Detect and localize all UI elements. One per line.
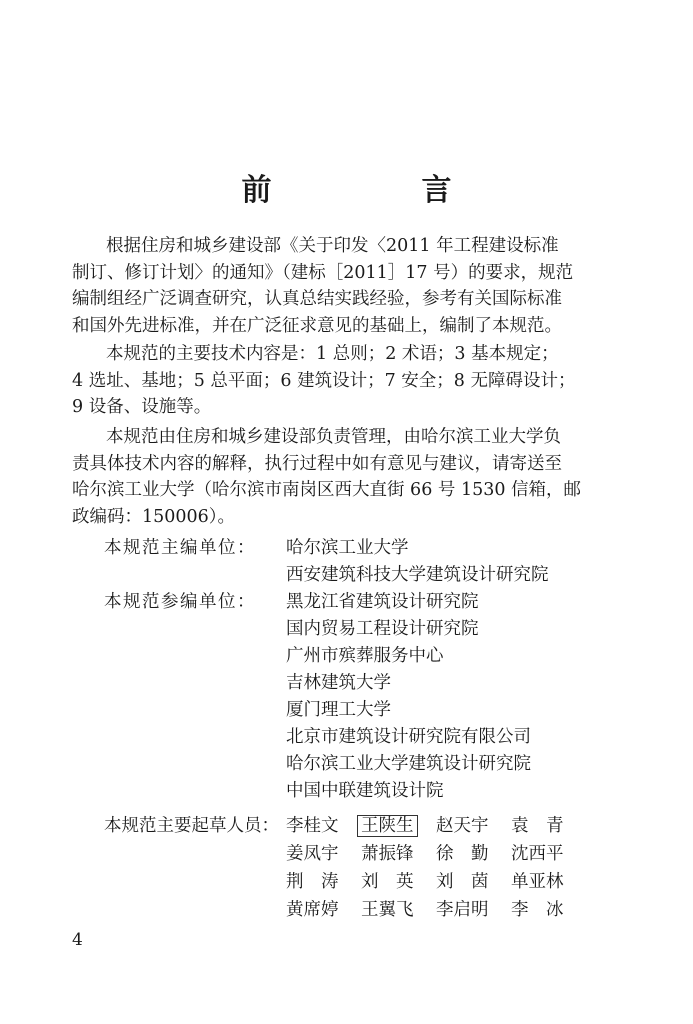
org-name: 国内贸易工程设计研究院 [286,619,479,639]
text-line: 9 设备、设施等。 [72,397,212,417]
person-name: 袁 青 [511,816,564,836]
text-line: 4 选址、基地；5 总平面；6 建筑设计；7 安全；8 无障碍设计； [72,370,576,391]
person-name-boxed [361,812,436,840]
page-title: 前 言 [241,173,512,208]
text-line: 本规范的主要技术内容是：1 总则；2 术语；3 基本规定； [106,344,559,364]
text-line: 政编码：150006）。 [72,506,236,527]
drafters-row [286,840,586,868]
person-name: 李桂文 [286,816,339,836]
person-name: 赵天宇 [436,816,489,836]
text-line: 哈尔滨工业大学（哈尔滨市南岗区西大直街 66 号 1530 信箱，邮 [72,480,582,500]
org-name: 吉林建筑大学 [286,673,391,693]
preface-paragraph-2 [72,341,584,421]
text-line: 编制组经广泛调查研究，认真总结实践经验，参考有关国际标准 [72,289,562,309]
person-name: 徐 勤 [436,844,489,864]
person-name: 单亚林 [511,872,564,892]
drafters-label: 本规范主要起草人员： [104,816,279,836]
person-name: 王翼飞 [361,900,414,920]
drafters-grid [286,812,586,924]
person-name: 刘 茵 [436,872,489,892]
chief-editor-list [286,535,549,589]
drafters-row [286,868,586,896]
preface-paragraph-3 [72,424,584,530]
person-name: 姜凤宇 [286,844,339,864]
person-name: 李启明 [436,900,489,920]
org-name: 厦门理工大学 [286,700,391,720]
org-name: 黑龙江省建筑设计研究院 [286,592,479,612]
text-line: 本规范由住房和城乡建设部负责管理，由哈尔滨工业大学负 [106,427,561,447]
participating-label: 本规范参编单位： [104,592,256,612]
drafters-row [286,896,586,924]
person-name: 荆 涛 [286,872,339,892]
org-name: 中国中联建筑设计院 [286,781,444,801]
org-name: 西安建筑科技大学建筑设计研究院 [286,565,549,585]
org-name: 广州市殡葬服务中心 [286,646,444,666]
person-name-text: 王陕生 [357,815,418,837]
person-name: 刘 英 [361,872,414,892]
org-name: 北京市建筑设计研究院有限公司 [286,727,531,747]
person-name: 李 冰 [511,900,564,920]
org-name: 哈尔滨工业大学 [286,538,409,558]
text-line: 根据住房和城乡建设部《关于印发〈2011 年工程建设标准 [106,236,559,256]
drafters-row [286,812,586,840]
text-line: 和国外先进标准，并在广泛征求意见的基础上，编制了本规范。 [72,315,562,336]
org-name: 哈尔滨工业大学建筑设计研究院 [286,754,531,774]
chief-editor-label: 本规范主编单位： [104,538,256,558]
person-name: 沈西平 [511,844,564,864]
person-name: 黄席婷 [286,900,339,920]
person-name: 萧振锋 [361,844,414,864]
text-line: 责具体技术内容的解释，执行过程中如有意见与建议，请寄送至 [72,453,562,474]
participating-list [286,589,531,805]
text-line: 制订、修订计划〉的通知》（建标［2011］17 号）的要求，规范 [72,262,574,283]
page-number: 4 [72,930,83,950]
preface-paragraph-1 [72,233,584,339]
